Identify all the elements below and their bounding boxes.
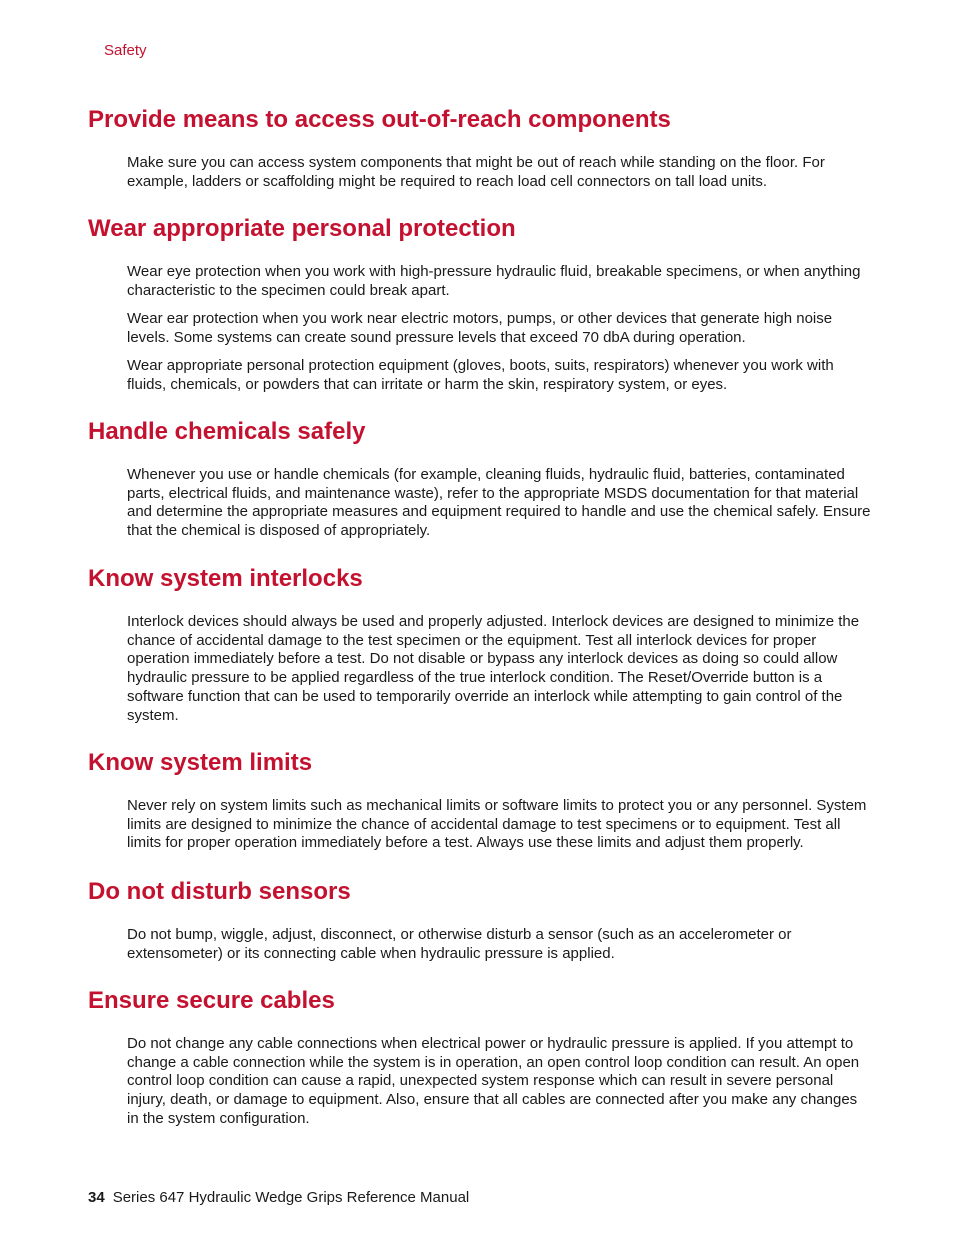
section-paragraph: Whenever you use or handle chemicals (for example, cleaning fluids, hydraulic fluid, batteries, contaminated parts, electrical fluids, and maintenance waste), refer to the appropriate MSDS documentation for that material and determine the appropriate measures and equipment required to handle and use the chemical safely. Ensure that the chemical is disposed of appropriately. bbox=[127, 466, 871, 540]
section-heading: Provide means to access out-of-reach components bbox=[88, 106, 671, 133]
section-paragraph: Do not change any cable connections when electrical power or hydraulic pressure is applied. If you attempt to change a cable connection while the system is in operation, an open control loop condition can result. An open control loop condition can cause a rapid, unexpected system response which can result in severe personal injury, death, or damage to equipment. Also, ensure that all cables are connected after you make any changes in the system configuration. bbox=[127, 1035, 860, 1127]
page-number: 34 bbox=[88, 1189, 105, 1206]
page-footer bbox=[88, 1189, 469, 1206]
section-paragraph: Never rely on system limits such as mechanical limits or software limits to protect you or any personnel. System limits are designed to minimize the chance of accidental damage to test specimens or to equipment. Test all limits for proper operation immediately before a test. Always use these limits and adjust them properly. bbox=[127, 797, 867, 852]
section-heading: Do not disturb sensors bbox=[88, 878, 351, 905]
section-heading: Wear appropriate personal protection bbox=[88, 215, 516, 242]
section-paragraph: Interlock devices should always be used and properly adjusted. Interlock devices are designed to minimize the chance of accidental damage to the test specimen or the equipment. Test all interlock devices for proper operation immediately before a test. Do not disable or bypass any interlock devices as doing so could allow hydraulic pressure to be applied regardless of the true interlock condition. The Reset/Override button is a software function that can be used to temporarily override an interlock while attempting to gain control of the system. bbox=[127, 613, 860, 724]
running-head: Safety bbox=[104, 42, 147, 59]
section-paragraph: Wear ear protection when you work near electric motors, pumps, or other devices that generate high noise levels. Some systems can create sound pressure levels that exceed 70 dbA during operation. bbox=[127, 310, 833, 346]
section-paragraph: Wear appropriate personal protection equipment (gloves, boots, suits, respirators) whenever you work with fluids, chemicals, or powders that can irritate or harm the skin, respiratory system, or eyes. bbox=[127, 357, 834, 393]
section-heading: Know system interlocks bbox=[88, 565, 363, 592]
section-heading: Ensure secure cables bbox=[88, 987, 335, 1014]
section-heading: Handle chemicals safely bbox=[88, 418, 366, 445]
section-heading: Know system limits bbox=[88, 749, 313, 776]
manual-title: Series 647 Hydraulic Wedge Grips Reference Manual bbox=[112, 1189, 470, 1206]
section-paragraph: Make sure you can access system components that might be out of reach while standing on the floor. For example, ladders or scaffolding might be required to reach load cell connectors on tall load units. bbox=[127, 154, 825, 190]
section-paragraph: Do not bump, wiggle, adjust, disconnect, or otherwise disturb a sensor (such as an accelerometer or extensometer) or its connecting cable when hydraulic pressure is applied. bbox=[127, 926, 792, 962]
section-paragraph: Wear eye protection when you work with high-pressure hydraulic fluid, breakable specimens, or when anything characteristic to the specimen could break apart. bbox=[127, 263, 861, 299]
